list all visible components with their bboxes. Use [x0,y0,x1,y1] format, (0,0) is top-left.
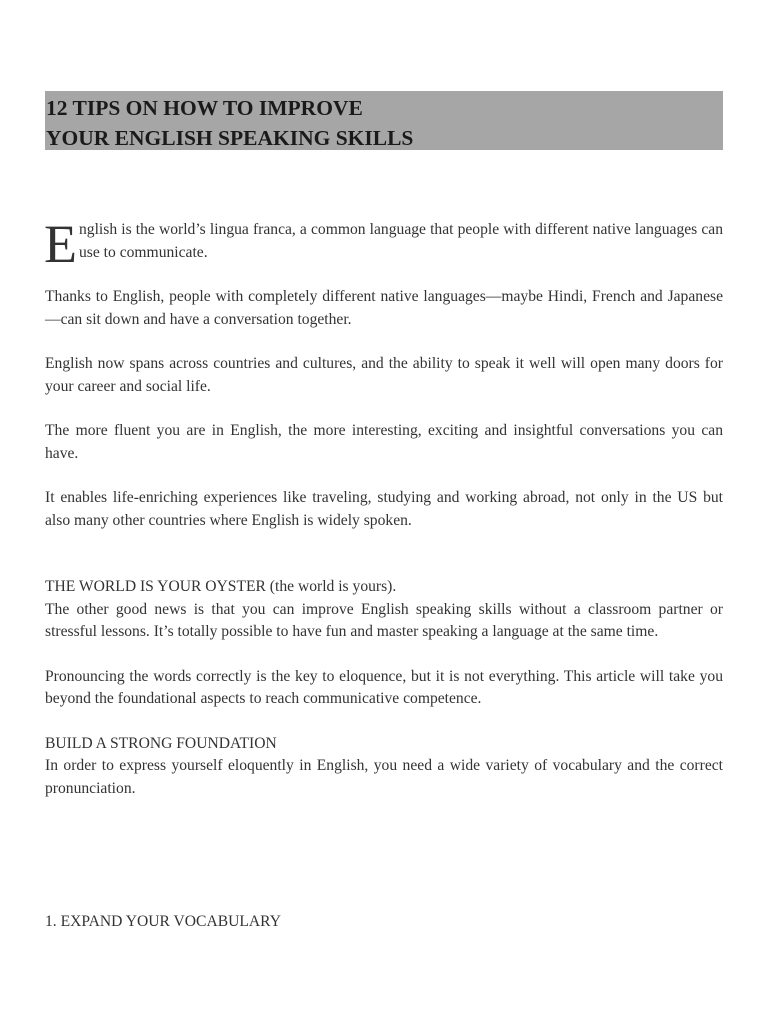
paragraph-2: Thanks to English, people with completely different native languages—maybe Hindi, French and Japanese—can sit down and have a conversation together. [45,288,723,328]
paragraph-7: Pronouncing the words correctly is the key to eloquence, but it is not everything. This article will take you beyond the foundational aspects to reach communicative competence. [45,667,723,707]
paragraph-8: In order to express yourself eloquently in English, you need a wide variety of vocabulary and the correct pronunciation. [45,757,723,797]
intro-paragraph [44,214,723,274]
title-line-1: 12 TIPS ON HOW TO IMPROVE [46,96,363,120]
drop-cap: E [44,214,77,274]
section-heading-expand-vocabulary: 1. EXPAND YOUR VOCABULARY [45,913,281,930]
title-banner [45,91,723,150]
paragraph-6: The other good news is that you can improve English speaking skills without a classroom partner or stressful lessons. It’s totally possible to have fun and master speaking a language at the same time. [45,600,723,640]
paragraph-5: It enables life-enriching experiences like traveling, studying and working abroad, not only in the US but also many other countries where English is widely spoken. [45,489,723,529]
title-line-2: YOUR ENGLISH SPEAKING SKILLS [46,126,414,150]
section-heading-build-foundation: BUILD A STRONG FOUNDATION [45,734,277,752]
paragraph-4: The more fluent you are in English, the more interesting, exciting and insightful conversations you can have. [45,422,723,462]
document-page [45,91,723,934]
section-heading-world-oyster: THE WORLD IS YOUR OYSTER (the world is yours). [45,578,397,595]
intro-paragraph-text: nglish is the world’s lingua franca, a common language that people with different native languages can use to communicate. [79,221,723,261]
paragraph-3: English now spans across countries and cultures, and the ability to speak it well will open many doors for your career and social life. [45,355,723,395]
